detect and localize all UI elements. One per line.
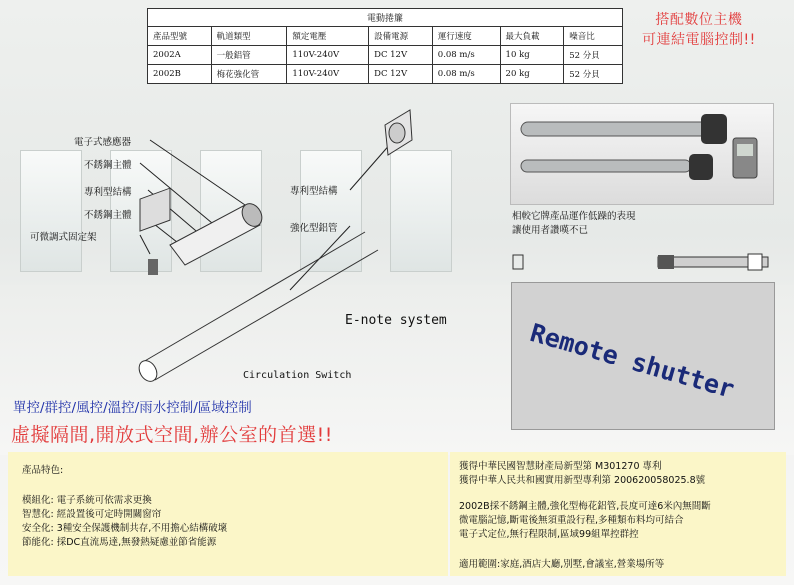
promo-line: 搭配數位主機 [655,12,743,28]
table-cell: 2002B [148,65,212,84]
table-header: 噪音比 [564,27,623,46]
table-header: 軌道類型 [211,27,287,46]
table-header: 運行速度 [432,27,500,46]
feature-item: 模組化: 電子系統可依需求更換 [22,495,152,506]
control-modes: 單控/群控/風控/溫控/雨水控制/區域控制 [13,400,252,416]
feature-item: 安全化: 3種安全保護機制共存,不用擔心結構破壞 [22,523,228,534]
remote-shutter-text: Remote shutter [527,318,738,404]
table-header: 額定電壓 [287,27,369,46]
table-cell: 110V-240V [287,46,369,65]
spec-table-title: 電動捲簾 [147,8,623,26]
usage-line: 適用範圍:家庭,酒店大廳,別墅,會議室,營業場所等 [459,559,665,570]
feature-item: 智慧化: 經設置後可定時開關窗帘 [22,509,162,520]
label-patent-structure: 專利型結構 [84,187,132,198]
table-cell: DC 12V [369,46,433,65]
label-patent-structure: 專利型結構 [290,186,338,197]
description-line: 2002B採不銹鋼主體,強化型梅花鋁管,長度可達6米內無間斷 [459,501,711,512]
table-header: 最大負載 [500,27,564,46]
description-line: 微電腦記憶,斷電後無須重設行程,多種類布料均可結合 [459,515,684,526]
table-cell: 20 kg [500,65,564,84]
table-cell: 0.08 m/s [432,46,500,65]
promo-line: 可連結電腦控制!! [642,32,756,48]
slogan: 虛擬隔間,開放式空間,辦公室的首選!! [11,424,333,446]
table-cell: 梅花強化管 [211,65,287,84]
table-cell: 110V-240V [287,65,369,84]
label-steel-body: 不銹鋼主體 [84,210,132,221]
table-cell: 一般鋁管 [211,46,287,65]
table-header: 產品型號 [148,27,212,46]
label-sensor: 電子式感應器 [74,137,132,148]
features-title: 產品特色: [22,465,64,476]
comparison-line: 讓使用者讚嘆不已 [512,225,589,236]
product-photo [510,103,774,205]
description-line: 電子式定位,無行程限制,區域99組單控群控 [459,529,639,540]
table-cell: 0.08 m/s [432,65,500,84]
table-cell: 52 分貝 [564,65,623,84]
bracket-drawing [385,110,412,155]
table-cell: DC 12V [369,65,433,84]
enote-label: E-note system [345,313,447,328]
label-steel-body: 不銹鋼主體 [84,160,132,171]
table-cell: 10 kg [500,46,564,65]
circulation-label: Circulation Switch [243,370,352,381]
patent-line: 獲得中華民國智慧財產局新型第 M301270 專利 [459,461,662,472]
label-bracket: 可微調式固定架 [30,232,97,243]
patent-line: 獲得中華人民共和國實用新型專利第 200620058025.8號 [459,475,706,486]
comparison-line: 相較它牌產品運作低躁的表現 [512,211,636,222]
label-aluminum-tube: 強化型鋁管 [290,223,338,234]
table-header: 設備電源 [369,27,433,46]
table-cell: 2002A [148,46,212,65]
motor-line-drawing [508,250,778,274]
feature-item: 節能化: 採DC直流馬達,無發熱疑慮並節省能源 [22,537,217,548]
aluminum-tube-drawing [136,232,378,385]
product-photo-drawing [511,104,773,204]
table-cell: 52 分貝 [564,46,623,65]
motor-tube-drawing [140,188,266,275]
